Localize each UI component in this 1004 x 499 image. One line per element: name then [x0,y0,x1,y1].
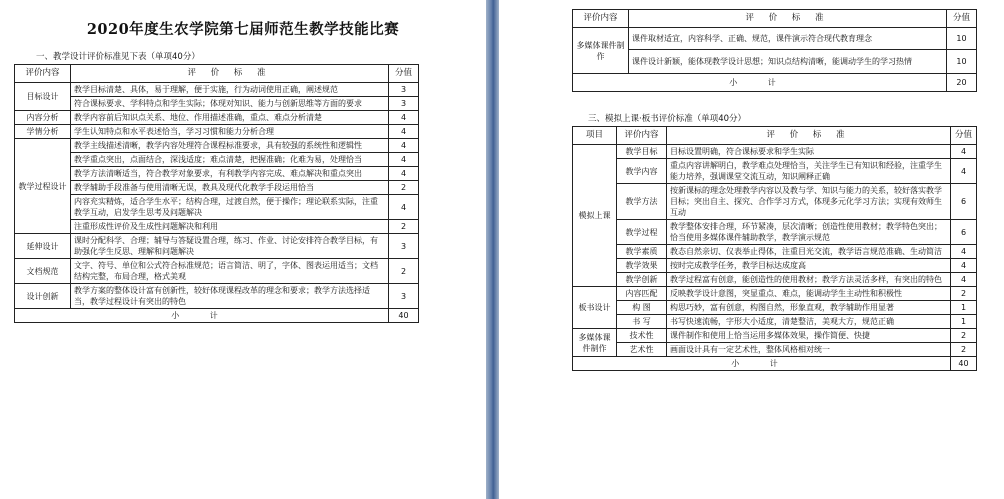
criterion-score: 2 [389,259,419,284]
criterion-score: 10 [947,28,977,50]
header-score: 分值 [389,65,419,83]
criterion-score: 2 [389,181,419,195]
multimedia-table [572,9,977,92]
table-row [573,220,977,245]
document-page-right [499,0,1004,499]
table-row [15,111,419,125]
criterion-score: 4 [389,167,419,181]
subcategory-cell: 教学创新 [617,273,667,287]
header-standard: 评 价 标 准 [667,127,951,145]
table-row [573,329,977,343]
category-cell: 教学过程设计 [15,139,71,234]
criterion-text: 按时完成教学任务，教学目标达成度高 [667,259,951,273]
design-criteria-body [15,83,419,309]
criterion-score: 1 [951,301,977,315]
table-row [15,97,419,111]
subcategory-cell: 艺术性 [617,343,667,357]
section3-heading: 三、模拟上课·板书评价标准（单项40分） [588,114,747,124]
subcategory-cell: 教学内容 [617,159,667,184]
table-row [573,145,977,159]
criterion-text: 课时分配科学、合理；辅导与答疑设置合理，练习、作业、讨论安排符合教学目标，有助强化学生反思、理解和问题解决 [71,234,389,259]
subcategory-cell: 教学素质 [617,245,667,259]
header-score: 分值 [947,10,977,28]
criterion-text: 课件设计新颖，能体现教学设计思想；知识点结构清晰，能调动学生的学习热情 [629,50,947,74]
total-label: 小 计 [15,309,389,323]
table-row [573,159,977,184]
criterion-score: 6 [951,220,977,245]
header-content: 评价内容 [15,65,71,83]
criterion-score: 4 [389,125,419,139]
table-row [573,343,977,357]
project-cell: 多媒体课件制作 [573,329,617,357]
document-page-left [0,0,486,499]
subcategory-cell: 技术性 [617,329,667,343]
criterion-text: 教学方法清晰适当，符合教学对象要求，有利教学内容完成、难点解决和重点突出 [71,167,389,181]
table-row [573,273,977,287]
criterion-score: 3 [389,234,419,259]
criterion-text: 文字、符号、单位和公式符合标准规范；语言简洁、明了，字体、图表运用适当；文档结构完整，布局合理，格式美观 [71,259,389,284]
criterion-score: 4 [951,259,977,273]
category-cell: 学情分析 [15,125,71,139]
total-label: 小 计 [573,357,951,371]
criterion-text: 课件制作和使用上恰当运用多媒体效果，操作简便、快捷 [667,329,951,343]
criterion-text: 教学内容前后知识点关系、地位、作用描述准确，重点、难点分析清楚 [71,111,389,125]
table-row [15,139,419,153]
table-row [15,167,419,181]
section1-heading: 一、教学设计评价标准见下表（单项40分） [36,52,200,62]
criterion-score: 2 [951,343,977,357]
table-row [573,245,977,259]
criterion-text: 符合课标要求、学科特点和学生实际；体现对知识、能力与创新思维等方面的要求 [71,97,389,111]
project-cell: 板书设计 [573,287,617,329]
table-row [15,284,419,309]
criterion-text: 构思巧妙，富有创意，构图自然，形象直观，教学辅助作用显著 [667,301,951,315]
header-standard: 评 价 标 准 [629,10,947,28]
table-row [15,220,419,234]
criterion-score: 6 [951,184,977,220]
table-row [573,259,977,273]
criterion-score: 4 [951,159,977,184]
table-row [15,195,419,220]
criterion-score: 1 [951,315,977,329]
category-cell: 延伸设计 [15,234,71,259]
criterion-text: 重点内容讲解明白，教学难点处理恰当，关注学生已有知识和经验，注重学生能力培养，强调课堂交流互动，知识阐释正确 [667,159,951,184]
criterion-score: 4 [389,139,419,153]
criterion-score: 3 [389,284,419,309]
criterion-score: 2 [951,329,977,343]
criterion-text: 按新课标的理念处理教学内容以及教与学、知识与能力的关系，较好落实教学目标；突出自主、探究、合作学习方式，体现多元化学习方法；实现有效师生互动 [667,184,951,220]
criterion-text: 教学过程富有创意，能创造性的使用教材；教学方法灵活多样，有突出的特色 [667,273,951,287]
criterion-text: 目标设置明确，符合课标要求和学生实际 [667,145,951,159]
subcategory-cell: 教学方法 [617,184,667,220]
criterion-text: 书写快速流畅，字形大小适度，清楚整洁，美观大方，规范正确 [667,315,951,329]
table-row [573,315,977,329]
criterion-text: 教学重点突出，点面结合，深浅适度；难点清楚，把握准确；化难为易，处理恰当 [71,153,389,167]
lesson-criteria-table [572,126,977,371]
criterion-score: 2 [389,220,419,234]
criterion-text: 内容充实精炼，适合学生水平；结构合理，过渡自然，便于操作；理论联系实际，注重教学互动，启发学生思考及问题解决 [71,195,389,220]
table-row [573,184,977,220]
criterion-score: 2 [951,287,977,301]
subcategory-cell: 教学过程 [617,220,667,245]
criterion-text: 课件取材适宜，内容科学、正确、规范，课件演示符合现代教育理念 [629,28,947,50]
header-content: 评价内容 [573,10,629,28]
criterion-score: 3 [389,97,419,111]
subcategory-cell: 教学效果 [617,259,667,273]
criterion-text: 教学辅助手段准备与使用清晰无误，教具及现代化教学手段运用恰当 [71,181,389,195]
criterion-text: 反映教学设计意图，突显重点、难点，能调动学生主动性和积极性 [667,287,951,301]
document-title: 2020年度生农学院第七届师范生教学技能比赛 [86,21,400,38]
criterion-text: 学生认知特点和水平表述恰当，学习习惯和能力分析合理 [71,125,389,139]
total-score: 40 [389,309,419,323]
category-cell: 内容分析 [15,111,71,125]
header-content: 评价内容 [617,127,667,145]
criterion-score: 4 [951,145,977,159]
criterion-score: 4 [389,111,419,125]
criterion-text: 教学整体安排合理，环节紧凑，层次清晰；创造性使用教材；教学特色突出；恰当使用多媒体课件辅助教学，教学演示规范 [667,220,951,245]
total-label: 小 计 [573,74,947,92]
lesson-criteria-body [573,145,977,357]
table-row [15,259,419,284]
criterion-score: 4 [389,153,419,167]
project-cell: 模拟上课 [573,145,617,287]
header-project: 项目 [573,127,617,145]
header-standard: 评 价 标 准 [71,65,389,83]
criterion-score: 4 [951,245,977,259]
criterion-text: 教学目标清楚、具体，易于理解，便于实施，行为动词使用正确，阐述规范 [71,83,389,97]
header-score: 分值 [951,127,977,145]
table-row [573,287,977,301]
category-cell: 目标设计 [15,83,71,111]
criterion-text: 教学主线描述清晰，教学内容处理符合课程标准要求，具有较强的系统性和逻辑性 [71,139,389,153]
criterion-text: 教学方案的整体设计富有创新性，较好体现课程改革的理念和要求；教学方法选择适当，教学过程设计有突出的特色 [71,284,389,309]
criterion-text: 画面设计具有一定艺术性，整体风格相对统一 [667,343,951,357]
criterion-score: 10 [947,50,977,74]
criterion-text: 注重形成性评价及生成性问题解决和利用 [71,220,389,234]
table-row [15,83,419,97]
table-row [15,125,419,139]
category-cell: 文档规范 [15,259,71,284]
table-row [15,234,419,259]
subcategory-cell: 教学目标 [617,145,667,159]
table-row [15,181,419,195]
subcategory-cell: 内容匹配 [617,287,667,301]
subcategory-cell: 构 图 [617,301,667,315]
page-gutter [486,0,499,499]
table-row [15,153,419,167]
criterion-score: 3 [389,83,419,97]
criterion-score: 4 [389,195,419,220]
total-score: 40 [951,357,977,371]
category-cell: 设计创新 [15,284,71,309]
total-score: 20 [947,74,977,92]
criterion-score: 4 [951,273,977,287]
subcategory-cell: 书 写 [617,315,667,329]
table-row [573,301,977,315]
criterion-text: 教态自然亲切、仪表举止得体，注重目光交流，教学语言规范准确、生动简洁 [667,245,951,259]
category-cell: 多媒体课件制作 [573,28,629,74]
design-criteria-table [14,64,419,323]
